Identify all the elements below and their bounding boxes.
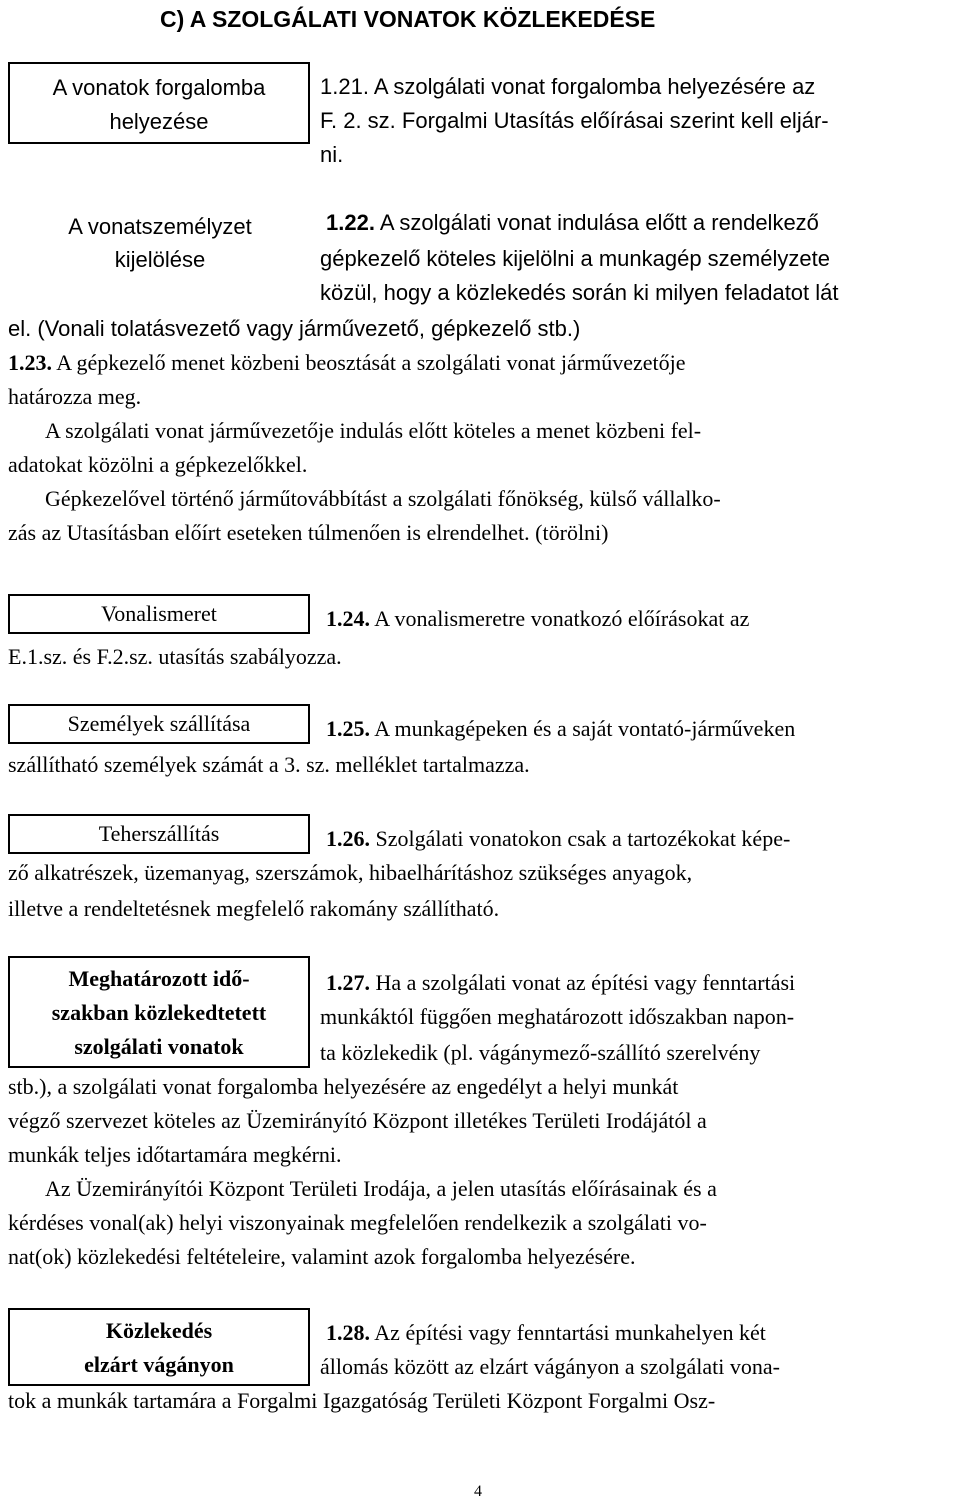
para-1-21-line-2: F. 2. sz. Forgalmi Utasítás előírásai szerint kell eljár-: [320, 108, 829, 133]
paragraph-number: 1.27.: [326, 970, 370, 995]
sidebar-label: Teherszállítás: [98, 821, 220, 846]
para-1-28-line-3: tok a munkák tartamára a Forgalmi Igazgatóság Területi Központ Forgalmi Osz-: [8, 1388, 716, 1413]
page-number: 4: [474, 1483, 482, 1500]
paragraph-number: 1.28.: [326, 1320, 370, 1345]
sidebar-label-line-1: A vonatok forgalomba: [52, 75, 266, 100]
para-1-26-line-3: illetve a rendeltetésnek megfelelő rakomány szállítható.: [8, 896, 500, 921]
para-1-27-line-1: 1.27. Ha a szolgálati vonat az építési vagy fenntartási: [326, 970, 796, 995]
para-1-27-line-2: munkáktól függően meghatározott időszakban napon-: [320, 1004, 795, 1029]
page-heading: C) A SZOLGÁLATI VONATOK KÖZLEKEDÉSE: [160, 6, 656, 32]
sidebar-box-forgalomba-helyezes: [8, 62, 310, 144]
para-1-21-line-3: ni.: [320, 142, 344, 167]
sidebar-box-vonalismeret: [8, 594, 310, 634]
para-1-24-line-2: E.1.sz. és F.2.sz. utasítás szabályozza.: [8, 644, 342, 669]
para-1-24-line-1: 1.24. A vonalismeretre vonatkozó előírásokat az: [326, 606, 750, 631]
sidebar-label-line-2: kijelölése: [114, 247, 206, 272]
sidebar-label-line-1: Meghatározott idő-: [68, 966, 250, 991]
para-1-23-line-1: 1.23. A gépkezelő menet közbeni beosztását a szolgálati vonat járművezetője: [8, 350, 686, 375]
paragraph-number: 1.25.: [326, 716, 370, 741]
para-1-22-line-3: közül, hogy a közlekedés során ki milyen feladatot lát: [320, 280, 839, 305]
para-1-21-line-1: 1.21. A szolgálati vonat forgalomba helyezésére az: [320, 74, 816, 99]
sidebar-label-line-3: szolgálati vonatok: [74, 1034, 244, 1059]
para-1-25-line-1: 1.25. A munkagépeken és a saját vontató-járműveken: [326, 716, 796, 741]
para-1-28-line-2: állomás között az elzárt vágányon a szolgálati vona-: [320, 1354, 780, 1379]
sidebar-vonatszemelyzet-kijelolese: [0, 210, 320, 276]
para-1-27-line-7: Az Üzemirányítói Központ Területi Irodája, a jelen utasítás előírásainak és a: [45, 1176, 717, 1201]
paragraph-number: 1.22.: [326, 210, 375, 235]
sidebar-label-line-1: A vonatszemélyzet: [68, 214, 252, 239]
sidebar-box-kozlekedes-elzart-vaganyon: [8, 1308, 310, 1386]
para-1-27-line-8: kérdéses vonal(ak) helyi viszonyainak megfelelően rendelkezik a szolgálati vo-: [8, 1210, 707, 1235]
para-1-22-line-4: el. (Vonali tolatásvezető vagy járművezető, gépkezelő stb.): [8, 316, 581, 341]
sidebar-label: Vonalismeret: [101, 601, 217, 626]
paragraph-number: 1.23.: [8, 350, 52, 375]
para-1-27-line-3: ta közlekedik (pl. vágánymező-szállító szerelvény: [320, 1040, 761, 1065]
para-1-27-line-4: stb.), a szolgálati vonat forgalomba helyezésére az engedélyt a helyi munkát: [8, 1074, 679, 1099]
para-1-27-line-5: végző szervezet köteles az Üzemirányító Központ illetékes Területi Irodájától a: [8, 1108, 707, 1133]
para-1-26-line-2: ző alkatrészek, üzemanyag, szerszámok, hibaelhárításhoz szükséges anyagok,: [8, 860, 693, 885]
sidebar-label-line-2: szakban közlekedtetett: [51, 1000, 267, 1025]
sidebar-box-szemelyek-szallitasa: [8, 704, 310, 744]
para-1-25-line-2: szállítható személyek számát a 3. sz. melléklet tartalmazza.: [8, 752, 530, 777]
sidebar-box-teherszallitas: [8, 814, 310, 854]
para-1-23-line-2: határozza meg.: [8, 384, 142, 409]
sidebar-label-line-2: elzárt vágányon: [84, 1352, 234, 1377]
sidebar-label: Személyek szállítása: [67, 711, 251, 736]
paragraph-number: 1.24.: [326, 606, 370, 631]
para-1-27-line-9: nat(ok) közlekedési feltételeire, valamint azok forgalomba helyezésére.: [8, 1244, 636, 1269]
paragraph-number: 1.26.: [326, 826, 370, 851]
para-1-23-line-3: A szolgálati vonat járművezetője indulás előtt köteles a menet közbeni fel-: [45, 418, 702, 443]
para-1-23-line-4: adatokat közölni a gépkezelőkkel.: [8, 452, 308, 477]
para-1-23-line-6: zás az Utasításban előírt eseteken túlmenően is elrendelhet. (törölni): [8, 520, 609, 545]
sidebar-label-line-1: Közlekedés: [105, 1318, 213, 1343]
para-1-28-line-1: 1.28. Az építési vagy fenntartási munkahelyen két: [326, 1320, 766, 1345]
para-1-27-line-6: munkák teljes időtartamára megkérni.: [8, 1142, 342, 1167]
para-1-22-line-2: gépkezelő köteles kijelölni a munkagép személyzete: [320, 246, 830, 271]
para-1-23-line-5: Gépkezelővel történő járműtovábbítást a szolgálati főnökség, külső vállalko-: [45, 486, 721, 511]
sidebar-box-meghatarozott-idoszakban: [8, 956, 310, 1068]
para-1-26-line-1: 1.26. Szolgálati vonatokon csak a tartozékokat képe-: [326, 826, 791, 851]
sidebar-label-line-2: helyezése: [109, 109, 209, 134]
para-1-22-line-1: 1.22. A szolgálati vonat indulása előtt a rendelkező: [326, 210, 819, 235]
